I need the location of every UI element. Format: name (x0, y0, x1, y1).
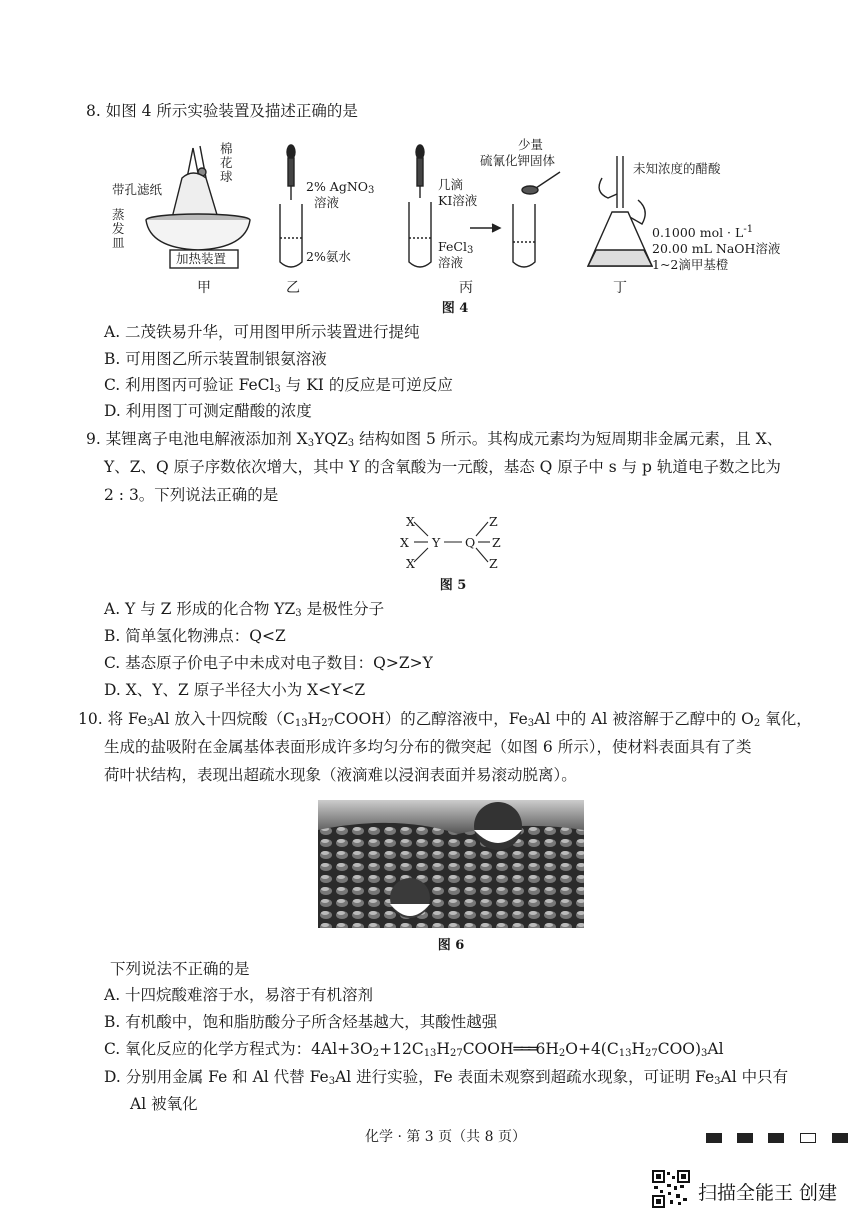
label-yi: 乙 (286, 280, 300, 296)
naoh-conc-sup: -1 (743, 223, 754, 235)
q9-stem-line3: 2 : 3。下列说法正确的是 (104, 486, 279, 504)
d-part-a: D. 分别用金属 Fe 和 Al 代替 Fe (104, 1068, 329, 1086)
q8-option-c-part2: 与 KI 的反应是可逆反应 (280, 376, 453, 394)
c-part-mid3: COOH (462, 1040, 514, 1058)
label-naoh-concentration (652, 223, 754, 240)
atom-x-bottom: X (406, 556, 415, 571)
label-ammonia: 2%氨水 (306, 249, 351, 264)
label-acetic-acid: 未知浓度的醋酸 (633, 161, 721, 176)
apparatus-jia (146, 146, 250, 268)
q8-option-c-part1: C. 利用图丙可验证 FeCl (104, 376, 275, 394)
q10-prompt: 下列说法不正确的是 (110, 960, 250, 978)
apparatus-yi (280, 145, 302, 267)
d-part-c: Al 中只有 (720, 1068, 789, 1086)
q10-option-c (104, 1036, 724, 1063)
q8-option-c (104, 372, 453, 399)
q9-option-d: D. X、Y、Z 原子半径大小为 X<Y<Z (104, 681, 366, 699)
label-filter-paper: 带孔滤纸 (112, 182, 163, 197)
naoh-conc-text: 0.1000 mol · L (652, 225, 744, 240)
sub-13: 13 (423, 1048, 437, 1059)
q10-stem-line3: 荷叶状结构，表现出超疏水现象（液滴难以浸润表面并易滚动脱离）。 (104, 766, 577, 784)
label-fecl3 (438, 240, 473, 254)
sub-3: 3 (347, 438, 355, 449)
label-bing: 丙 (459, 280, 473, 296)
label-evaporating-dish (112, 208, 126, 250)
sub-3: 3 (307, 438, 315, 449)
label-cotton-1: 棉 (220, 141, 233, 156)
q9-line1-b: YQZ (314, 430, 348, 448)
label-heater: 加热装置 (176, 251, 227, 266)
atom-z-bottom: Z (489, 556, 498, 571)
sub-3: 3 (714, 1076, 721, 1087)
q10-stem-line1 (78, 705, 812, 733)
sub-27: 27 (449, 1048, 463, 1059)
c-part-post4: COO) (657, 1040, 702, 1058)
q10-line1-a: 10. 将 Fe (78, 710, 148, 728)
fecl3-text: FeCl (438, 239, 467, 254)
q10-stem-line2: 生成的盐吸附在金属基体表面形成许多均匀分布的微突起（如图 6 所示），使材料表面具有了类 (104, 738, 752, 756)
q9-line1-a: 9. 某锂离子电池电解液添加剂 X (86, 430, 308, 448)
label-small-amount: 少量 (518, 137, 544, 152)
label-cotton-3: 球 (220, 169, 233, 184)
scanner-watermark: 扫描全能王 创建 (698, 1182, 838, 1204)
footer-mark-4-hollow (800, 1133, 816, 1143)
agno3-text: 2% AgNO (306, 179, 369, 194)
q10-option-b: B. 有机酸中，饱和脂肪酸分子所含烃基越大，其酸性越强 (104, 1013, 498, 1031)
sub-2: 2 (372, 1048, 380, 1059)
c-part-mid1: +12C (379, 1040, 424, 1058)
q8-option-d: D. 利用图丁可测定醋酸的浓度 (104, 402, 312, 420)
fecl3-sub: 3 (466, 245, 474, 256)
atom-y: Y (432, 535, 441, 550)
c-part-post1: 6H (535, 1040, 559, 1058)
q9-option-b: B. 简单氢化物沸点：Q<Z (104, 627, 286, 645)
label-ki-solution: KI溶液 (438, 193, 478, 208)
label-agno3 (306, 180, 374, 194)
c-part-post2: O+4(C (565, 1040, 619, 1058)
label-indicator: 1~2滴甲基橙 (652, 257, 729, 272)
footer-mark-5 (832, 1133, 848, 1143)
q10-option-d-line2: Al 被氧化 (130, 1095, 198, 1113)
sub-3: 3 (274, 384, 281, 395)
sub-3: 3 (701, 1048, 708, 1059)
label-fecl3-solution: 溶液 (438, 255, 464, 270)
q9-option-a-part1: A. Y 与 Z 形成的化合物 YZ (104, 600, 296, 618)
label-cotton-ball (220, 142, 234, 184)
q9-option-a-part2: 是极性分子 (301, 600, 385, 618)
q8-option-b: B. 可用图乙所示装置制银氨溶液 (104, 350, 327, 368)
q9-option-c: C. 基态原子价电子中未成对电子数目：Q>Z>Y (104, 654, 433, 672)
sub-27: 27 (644, 1048, 658, 1059)
label-ki-drops: 几滴 (438, 177, 464, 192)
atom-x-mid: X (400, 535, 409, 550)
label-dish-2: 发 (112, 221, 125, 236)
q10-line1-e: Al 中的 Al 被溶解于乙醇中的 O (534, 710, 754, 728)
q9-stem-line2: Y、Z、Q 原子序数依次增大，其中 Y 的含氧酸为一元酸，基态 Q 原子中 s 与 p 轨道电子数之比为 (104, 458, 781, 476)
q10-line1-b: Al 放入十四烷酸（C (153, 710, 295, 728)
sub-2: 2 (753, 718, 761, 729)
sub-27: 27 (321, 718, 334, 729)
d-part-b: Al 进行实验，Fe 表面未观察到超疏水现象，可证明 Fe (335, 1068, 715, 1086)
atom-z-mid: Z (492, 535, 501, 550)
figure-5-caption: 图 5 (439, 578, 467, 593)
sub-3: 3 (328, 1076, 336, 1087)
q10-line1-f: 氧化， (760, 710, 812, 728)
sub-3: 3 (527, 718, 535, 729)
q10-option-d-line1 (104, 1064, 788, 1091)
atom-q: Q (465, 535, 476, 550)
sub-2: 2 (558, 1048, 566, 1059)
agno3-sub: 3 (368, 185, 375, 196)
c-part-post3: H (631, 1040, 645, 1058)
label-kscn: 硫氰化钾固体 (480, 153, 556, 168)
footer-mark-3 (768, 1133, 784, 1143)
sub-3: 3 (147, 718, 154, 729)
label-dish-1: 蒸 (112, 207, 125, 222)
label-ding: 丁 (613, 280, 627, 296)
c-equals-sign: ═══ (513, 1040, 536, 1058)
figure-6-micrograph (318, 800, 584, 928)
q8-stem: 8. 如图 4 所示实验装置及描述正确的是 (86, 102, 358, 120)
atom-z-top: Z (489, 514, 498, 529)
q9-option-a (104, 596, 384, 623)
q10-option-a: A. 十四烷酸难溶于水，易溶于有机溶剂 (104, 986, 374, 1004)
q10-line1-c: H (307, 710, 322, 728)
label-cotton-2: 花 (220, 155, 233, 170)
q9-line1-c: 结构如图 5 所示。其构成元素均为短周期非金属元素，且 X、 (354, 430, 783, 448)
sub-3: 3 (295, 608, 302, 619)
q10-line1-d: COOH）的乙醇溶液中，Fe (333, 710, 528, 728)
c-part-mid2: H (436, 1040, 450, 1058)
footer-mark-2 (737, 1133, 753, 1143)
sub-13: 13 (294, 718, 308, 729)
atom-x-top: X (406, 514, 415, 529)
figure-4-caption: 图 4 (441, 301, 469, 316)
q8-option-a: A. 二茂铁易升华，可用图甲所示装置进行提纯 (104, 323, 420, 341)
c-part-post5: Al (707, 1040, 724, 1058)
c-part-pre: C. 氧化反应的化学方程式为：4Al+3O (104, 1040, 373, 1058)
footer-mark-1 (706, 1133, 722, 1143)
figure-6-caption: 图 6 (437, 938, 465, 953)
q9-stem-line1 (86, 425, 782, 453)
label-naoh-volume: 20.00 mL NaOH溶液 (652, 241, 781, 256)
sub-13: 13 (618, 1048, 632, 1059)
qr-code-icon (652, 1170, 690, 1208)
label-jia: 甲 (197, 280, 211, 296)
page-footer: 化学 · 第 3 页（共 8 页） (365, 1129, 526, 1145)
label-agno3-solution: 溶液 (314, 195, 340, 210)
label-dish-3: 皿 (112, 235, 125, 250)
